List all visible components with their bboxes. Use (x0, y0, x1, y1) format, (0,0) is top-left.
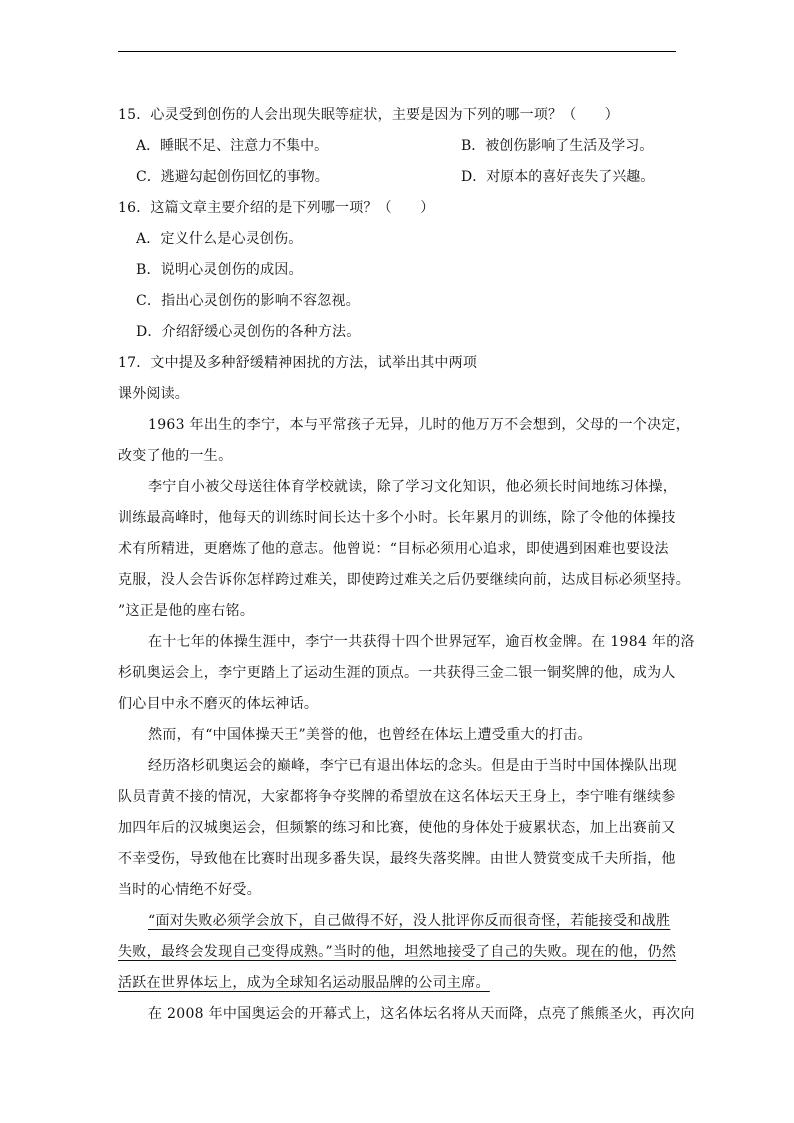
passage-line: 队员青黄不接的情况，大家都将争夺奖牌的希望放在这名体坛天王身上，李宁唯有继续参 (118, 789, 676, 805)
underlined-text: “面对失败必须学会放下，自己做得不好，没人批评你反而很奇怪，若能接受和战胜 (148, 913, 671, 929)
document-body (118, 100, 695, 1030)
question-16-option-c: C．指出心灵创伤的影响不容忽视。 (136, 293, 360, 309)
passage-line: 在 2008 年中国奥运会的开幕式上，这名体坛名将从天而降，点亮了熊熊圣火，再次向 (148, 1006, 695, 1022)
passage-paragraph-7 (118, 999, 695, 1030)
passage-line: ”这正是他的座右铭。 (118, 603, 255, 619)
passage-line: 经历洛杉矶奥运会的巅峰，李宁已有退出体坛的念头。但是由于当时中国体操队出现 (148, 758, 678, 774)
passage-line-underlined (118, 937, 678, 968)
passage-line: 不幸受伤，导致他在比赛时出现多番失误，最终失落奖牌。由世人赞赏变成千夫所指，他 (118, 851, 676, 867)
question-16-option-d: D．介绍舒缓心灵创伤的各种方法。 (136, 324, 361, 340)
passage-line: 术有所精进，更磨炼了他的意志。他曾说：“目标必须用心追求，即使遇到困难也要设法 (118, 541, 669, 557)
passage-paragraph-2 (118, 472, 690, 627)
passage-paragraph-5 (118, 751, 678, 906)
question-15-option-c: C．逃避勾起创伤回忆的事物。 (136, 169, 329, 185)
question-15-options-row-1 (118, 131, 678, 162)
passage-line: 当时的心情绝不好受。 (118, 882, 261, 898)
passage-line: 克服，没人会告诉你怎样跨过难关，即使跨过难关之后仍要继续向前，达成目标必须坚持。 (118, 572, 690, 588)
passage-line-underlined (118, 968, 678, 999)
question-16-option-b: B．说明心灵创伤的成因。 (136, 262, 303, 278)
header-rule (118, 51, 676, 52)
passage-line: 在十七年的体操生涯中，李宁一共获得十四个世界冠军，逾百枚金牌。在 1984 年的洛 (148, 634, 695, 650)
question-16-option-a: A．定义什么是心灵创伤。 (136, 231, 303, 247)
underlined-text: 活跃在世界体坛上，成为全球知名运动服品牌的公司主席。 (118, 975, 490, 991)
passage-line-underlined (118, 906, 678, 937)
passage-paragraph-4 (118, 720, 678, 751)
passage-paragraph-6-underlined (118, 906, 678, 999)
passage-paragraph-1 (118, 410, 691, 472)
passage-line: 杉矶奥运会上，李宁更踏上了运动生涯的顶点。一共获得三金二银一铜奖牌的他，成为人 (118, 665, 676, 681)
passage-line: 训练最高峰时，他每天的训练时间长达十多个小时。长年累月的训练，除了令他的体操技 (118, 510, 676, 526)
passage-line: 改变了他的一生。 (118, 448, 233, 464)
passage-line: 加四年后的汉城奥运会，但频繁的练习和比赛，使他的身体处于疲累状态，加上出赛前又 (118, 820, 676, 836)
question-15-options-row-2 (118, 162, 678, 193)
question-15-option-b: B．被创伤影响了生活及学习。 (461, 138, 654, 154)
question-16-stem: 16．这篇文章主要介绍的是下列哪一项？（ ） (118, 200, 435, 216)
passage-line: 们心目中永不磨灭的体坛神话。 (118, 696, 319, 712)
passage-paragraph-3 (118, 627, 695, 720)
passage-line: 1963 年出生的李宁，本与平常孩子无异，儿时的他万万不会想到，父母的一个决定， (148, 417, 691, 433)
passage-line: 然而，有“中国体操天王”美誉的他，也曾经在体坛上遭受重大的打击。 (148, 727, 592, 743)
question-17-stem: 17．文中提及多种舒缓精神困扰的方法，试举出其中两项 (118, 355, 478, 371)
question-15-option-d: D．对原本的喜好丧失了兴趣。 (461, 169, 655, 185)
question-15-option-a: A．睡眠不足、注意力不集中。 (136, 138, 329, 154)
section-heading: 课外阅读。 (118, 386, 189, 402)
underlined-text: 失败，最终会发现自己变得成熟。”当时的他，坦然地接受了自己的失败。现在的他，仍然 (118, 944, 677, 960)
passage-line: 李宁自小被父母送往体育学校就读，除了学习文化知识，他必须长时间地练习体操， (148, 479, 678, 495)
question-15-stem: 15．心灵受到创伤的人会出现失眠等症状，主要是因为下列的哪一项？（ ） (118, 107, 620, 123)
